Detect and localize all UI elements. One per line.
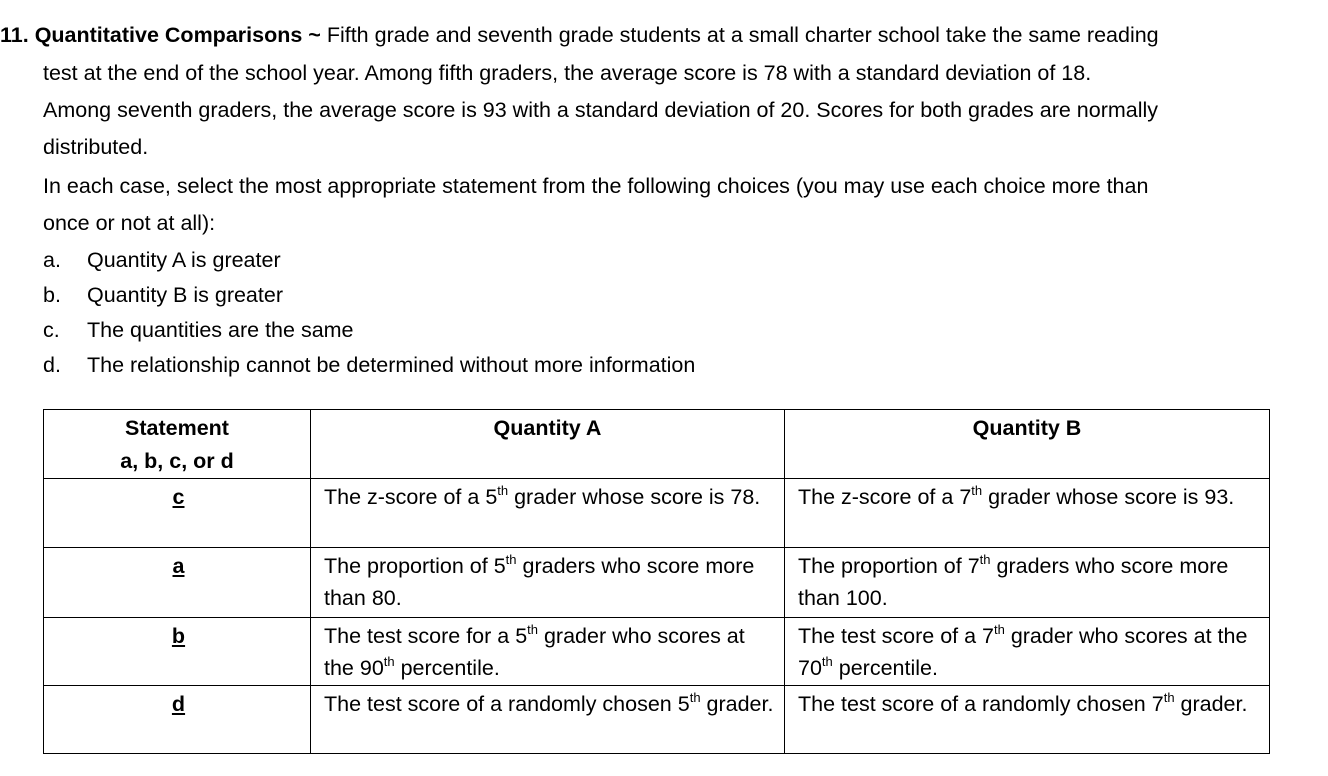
table-row — [44, 618, 1270, 686]
cell-text: graders who score more than 100. — [798, 554, 1229, 610]
choice-item — [43, 313, 354, 348]
answer-cell: c — [44, 479, 311, 548]
superscript: th — [979, 552, 991, 567]
superscript: th — [527, 622, 538, 637]
problem-text-line: Fifth grade and seventh grade students at a small charter school take the same reading — [326, 23, 1159, 47]
cell-text: The test score of a 7 — [798, 624, 994, 648]
cell-text: The z-score of a 7 — [798, 485, 972, 509]
header-statement-line2: a, b, c, or d — [120, 449, 234, 473]
quantity-a-cell — [311, 479, 785, 548]
header-statement-line1: Statement — [125, 416, 229, 440]
cell-text: The z-score of a 5 — [324, 485, 498, 509]
quantity-b-cell — [785, 479, 1270, 548]
cell-text: The proportion of 7 — [798, 554, 980, 578]
problem-text-line: distributed. — [43, 135, 149, 159]
cell-text: percentile. — [394, 656, 500, 680]
cell-text: grader who scores at the 70 — [798, 624, 1248, 680]
superscript: th — [505, 552, 517, 567]
cell-text: grader whose score is 78. — [508, 485, 761, 509]
quantity-b-cell — [785, 686, 1270, 754]
superscript: th — [497, 483, 509, 498]
heading-separator: ~ — [308, 23, 321, 47]
cell-text: graders who score more than 80. — [324, 554, 755, 610]
cell-text: grader who scores at the 90 — [324, 624, 745, 680]
problem-heading: Quantitative Comparisons — [34, 23, 303, 47]
table-row — [44, 686, 1270, 754]
instruction-line: once or not at all): — [43, 211, 216, 235]
cell-text: The test score of a randomly chosen 5 — [324, 692, 690, 716]
choice-text: The quantities are the same — [87, 318, 354, 342]
problem-text-line: Among seventh graders, the average score is 93 with a standard deviation of 20. Scores for both grades are normally — [43, 98, 1159, 122]
cell-text: grader. — [700, 692, 774, 716]
superscript: th — [1163, 690, 1175, 705]
quantity-a-cell — [311, 618, 785, 686]
superscript: th — [821, 654, 833, 669]
choice-item — [43, 348, 695, 383]
quantity-b-cell — [785, 618, 1270, 686]
choice-text: Quantity B is greater — [87, 283, 283, 307]
quantity-a-cell — [311, 548, 785, 618]
table-header-row — [44, 410, 1270, 479]
cell-text: The test score for a 5 — [324, 624, 528, 648]
superscript: th — [971, 483, 983, 498]
choice-letter: c. — [43, 318, 60, 342]
cell-text: The proportion of 5 — [324, 554, 506, 578]
answer-cell: b — [44, 618, 311, 686]
comparison-table — [43, 409, 1270, 754]
choice-text: The relationship cannot be determined without more information — [87, 353, 696, 377]
choice-item — [43, 243, 281, 278]
table-row — [44, 548, 1270, 618]
table-row — [44, 479, 1270, 548]
choice-letter: a. — [43, 248, 61, 272]
instruction-line: In each case, select the most appropriate statement from the following choices (you may use each choice more than — [43, 174, 1149, 198]
cell-text: percentile. — [832, 656, 938, 680]
choice-letter: d. — [43, 353, 61, 377]
problem-first-line — [0, 17, 1159, 54]
quantity-b-cell — [785, 548, 1270, 618]
problem-text-line: test at the end of the school year. Among fifth graders, the average score is 78 with a standard deviation of 18. — [43, 61, 1092, 85]
quantity-a-cell — [311, 686, 785, 754]
superscript: th — [994, 622, 1005, 637]
header-statement — [44, 410, 311, 479]
choice-item — [43, 278, 283, 313]
header-quantity-a: Quantity A — [311, 410, 785, 479]
header-quantity-b: Quantity B — [785, 410, 1270, 479]
problem-number: 11. — [0, 23, 29, 47]
choice-letter: b. — [43, 283, 61, 307]
cell-text: The test score of a randomly chosen 7 — [798, 692, 1164, 716]
choice-text: Quantity A is greater — [87, 248, 281, 272]
answer-cell: d — [44, 686, 311, 754]
cell-text: grader. — [1174, 692, 1248, 716]
superscript: th — [689, 690, 701, 705]
cell-text: grader whose score is 93. — [982, 485, 1235, 509]
superscript: th — [383, 654, 395, 669]
answer-cell: a — [44, 548, 311, 618]
